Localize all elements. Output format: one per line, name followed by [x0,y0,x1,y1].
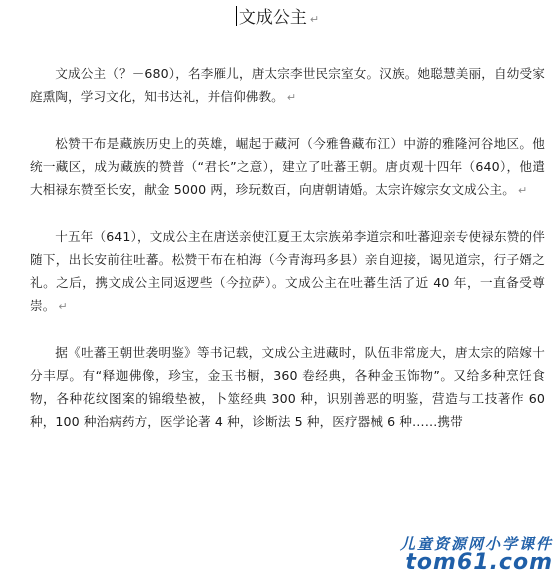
paragraph-text: 文成公主（？－680），名李雁儿，唐太宗李世民宗室女。汉族。她聪慧美丽，自幼受家庭熏陶，学习文化，知书达礼，并信仰佛教。 [30,66,545,104]
paragraph-mark-icon: ↵ [286,91,297,104]
paragraph-mark-icon: ↵ [517,184,528,197]
paragraph-mark-icon: ↵ [309,13,320,26]
paragraph [30,132,545,202]
watermark-domain-prefix: tom61 [405,550,490,575]
site-watermark [400,536,553,574]
paragraph-mark-icon: ↵ [58,300,68,313]
paragraph [30,62,545,109]
document-title: 文成公主 [238,8,307,28]
paragraph-text: 十五年（641），文成公主在唐送亲使江夏王太宗族弟李道宗和吐蕃迎亲专使禄东赞的伴随下，出长安前往吐蕃。松赞干布在柏海（今青海玛多县）亲自迎接，谒见道宗，行子婿之礼。之后，携文成公主同返逻些（今拉萨）。文成公主在吐蕃生活了近 40 年，一直备受尊崇。 [30,229,545,313]
paragraph-text: 据《吐蕃王朝世袭明鉴》等书记载，文成公主进藏时，队伍非常庞大，唐太宗的陪嫁十分丰厚。有“释迦佛像，珍宝，金玉书橱，360 卷经典，各种金玉饰物”。又给多种烹饪食物，各种花纹图案的锦缎垫被，卜筮经典 300 种，识别善恶的明鉴，营造与工技著作 60 种，100 种治病药方，医学论著 4 种，诊断法 5 种，医疗器械 6 种……携带 [30,345,545,429]
paragraph [30,225,545,318]
paragraph [30,341,545,433]
text-cursor [236,6,237,26]
watermark-domain-suffix: .com [489,550,553,575]
watermark-domain [400,552,553,574]
document-title-line [0,6,555,32]
document-body [30,62,545,456]
watermark-title: 儿童资源网小学课件 [399,535,553,553]
paragraph-text: 松赞干布是藏族历史上的英雄，崛起于藏河（今雅鲁藏布江）中游的雅隆河谷地区。他统一藏区，成为藏族的赞普（“君长”之意），建立了吐蕃王朝。唐贞观十四年（640），他遣大相禄东赞至长安，献金 5000 两，珍玩数百，向唐朝请婚。太宗许嫁宗女文成公主。 [30,136,545,197]
